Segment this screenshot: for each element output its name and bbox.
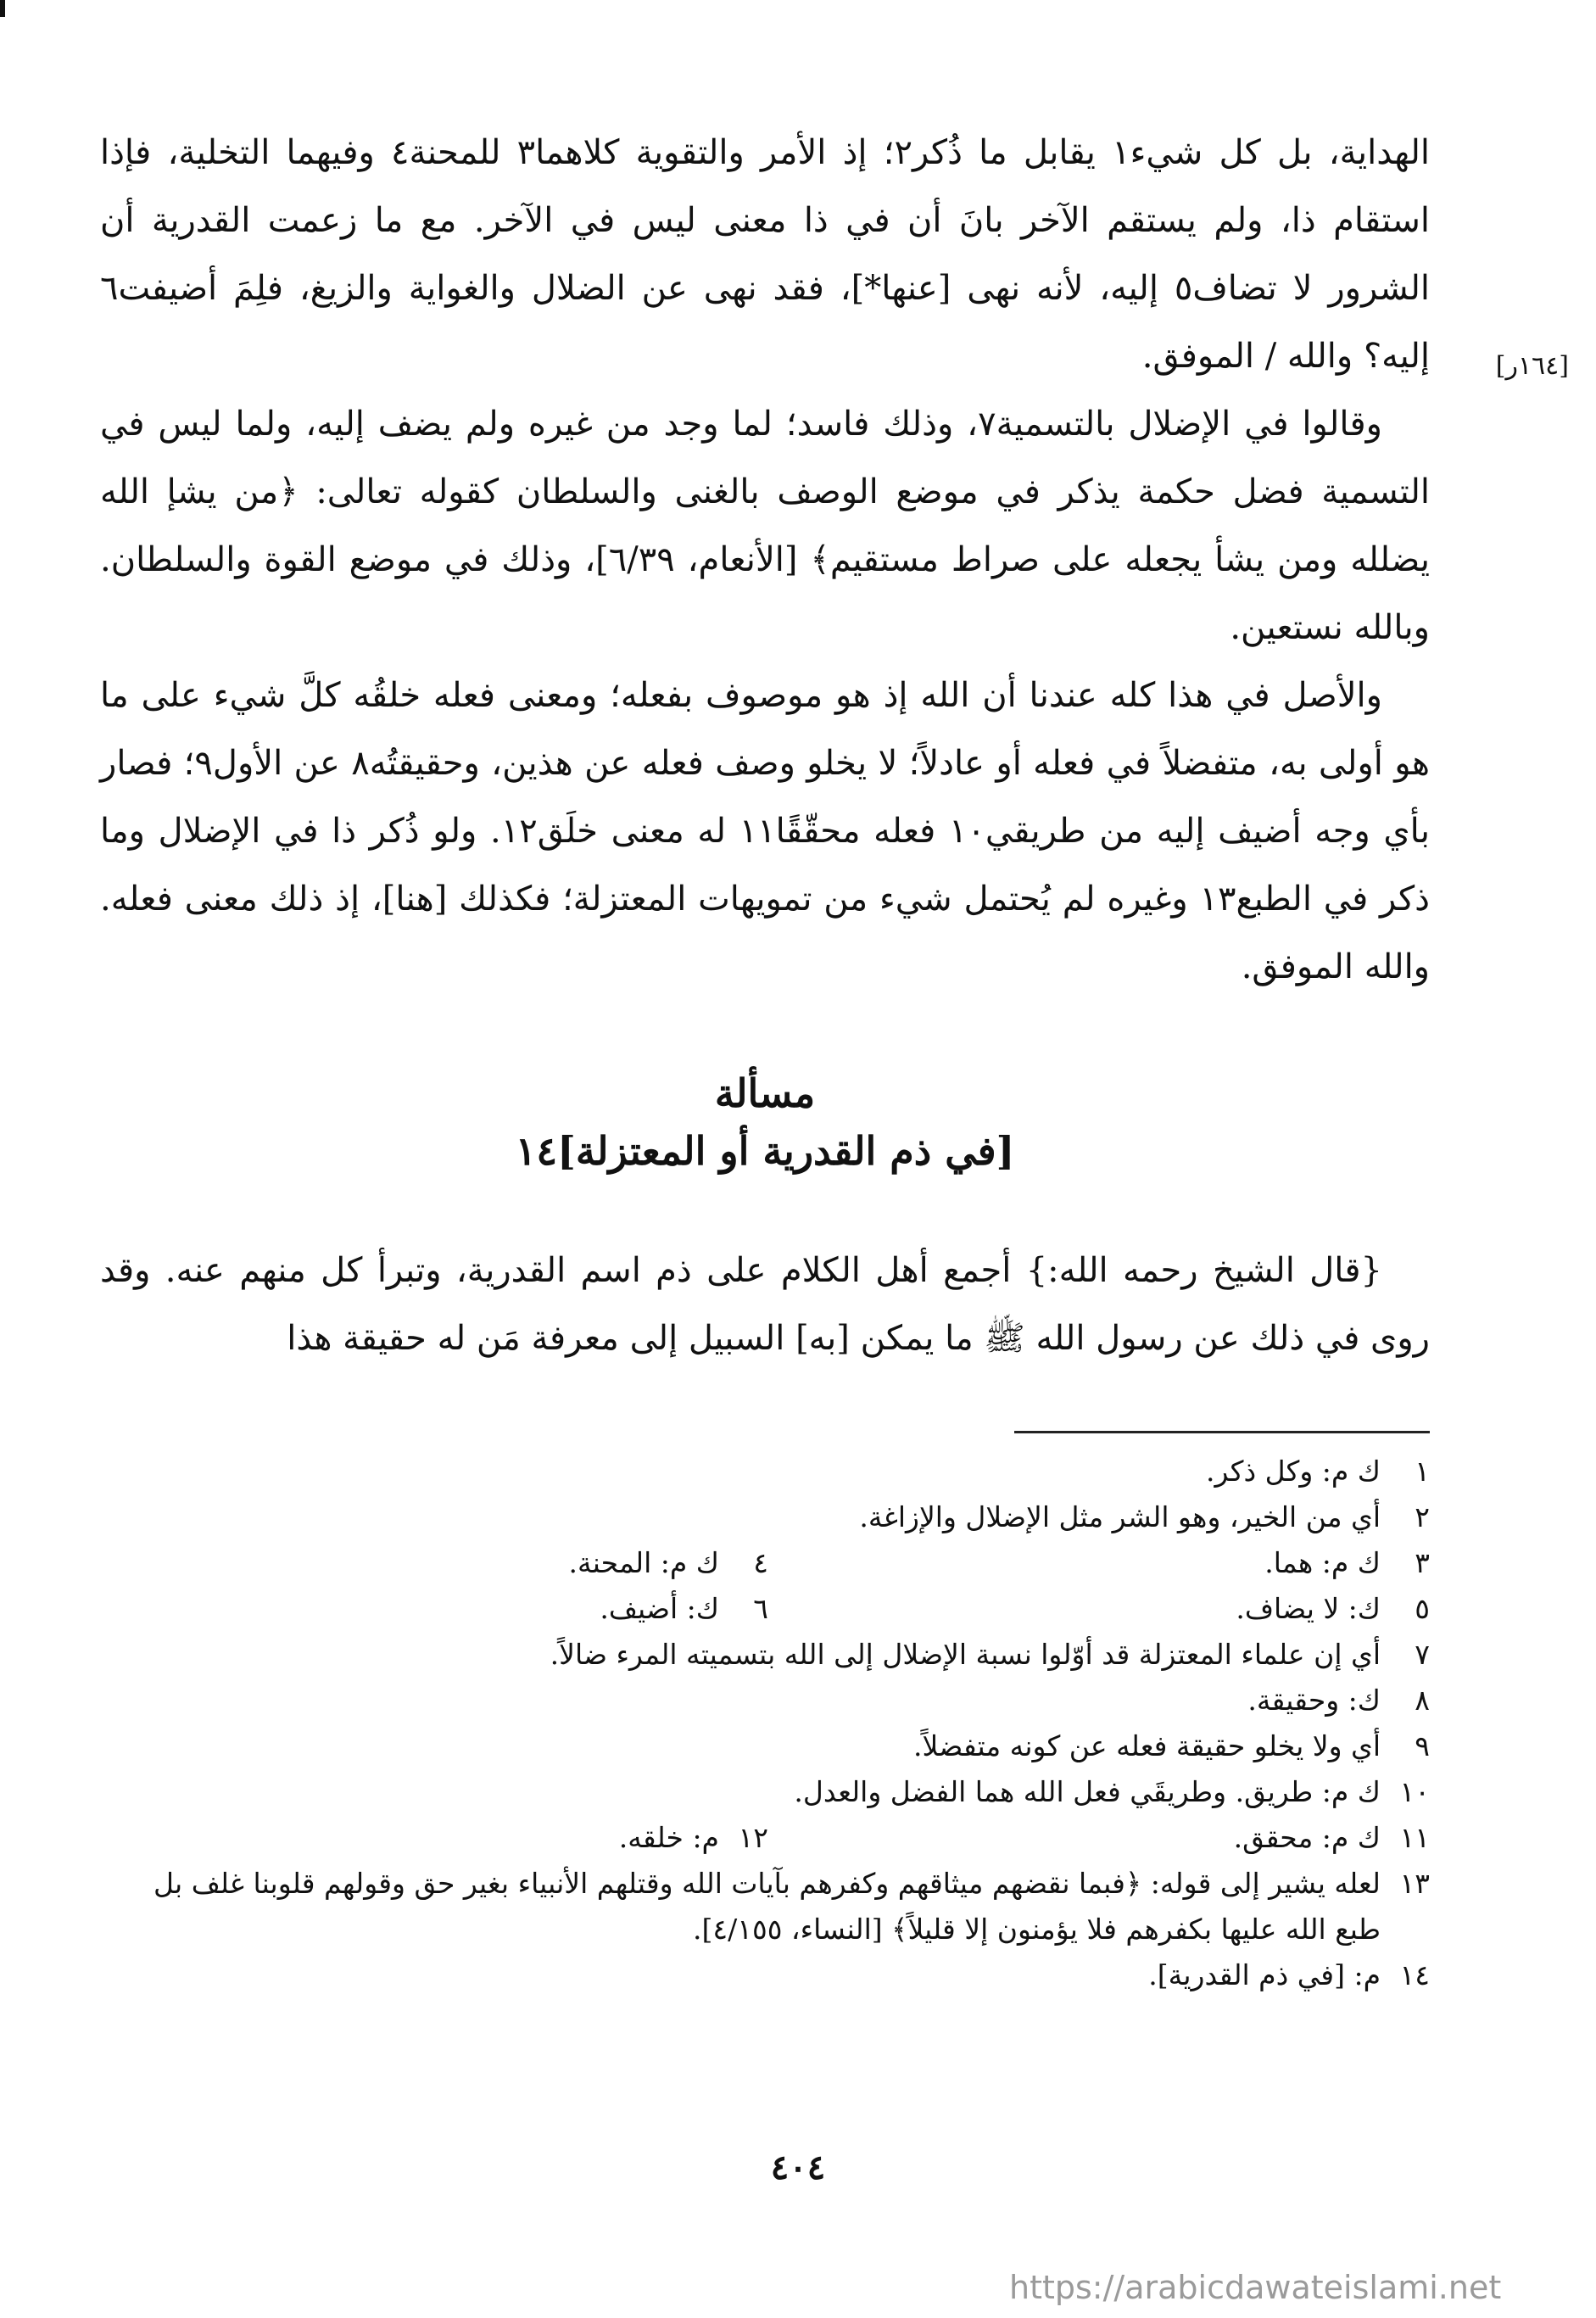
footnote-text: ك م: طريق. وطريقَي فعل الله هما الفضل والعدل. (794, 1775, 1381, 1808)
paragraph-1: الهداية، بل كل شيء١ يقابل ما ذُكر٢؛ إذ الأمر والتقوية كلاهما٣ للمحنة٤ وفيهما التخلية، فإذا استقام ذا، ولم يستقم الآخر بانَ أن في ذا معنى ليس في الآخر. مع ما زعمت القدرية أن الشرور لا تضاف٥ إليه، لأنه نهى [عنها*]، فقد نهى عن الضلال والغواية والزيغ، فلِمَ أضيفت٦ إليه؟ والله / الموفق. (100, 133, 1431, 376)
footnote-number: ١٢ (738, 1821, 768, 1854)
footnote-row-3-4 (100, 1540, 1430, 1586)
footnote-number: ١٠ (1399, 1775, 1430, 1808)
footnote-text: ك: أضيف. (600, 1592, 719, 1625)
footnote-9 (100, 1723, 1430, 1769)
footnote-14 (100, 1952, 1430, 1998)
footnote-text: ك م: محقق. (1233, 1821, 1381, 1854)
footnote-text: ك م: هما. (1264, 1546, 1381, 1579)
section-heading: مسألة (714, 1070, 816, 1116)
main-text-block (100, 119, 1430, 1001)
footnote-8 (100, 1678, 1430, 1723)
manuscript-folio-marker: [١٦٤ر] (1495, 351, 1569, 381)
footnote-12 (107, 1815, 768, 1861)
footnote-text: أي ولا يخلو حقيقة فعله عن كونه متفضلاً. (913, 1729, 1381, 1762)
footnote-5 (768, 1586, 1430, 1632)
paragraph-3: والأصل في هذا كله عندنا أن الله إذ هو موصوف بفعله؛ ومعنى فعله خلقُه كلَّ شيء على ما هو أولى به، متفضلاً في فعله أو عادلاً؛ لا يخلو وصف فعله عن هذين، وحقيقتُه٨ عن الأول٩؛ فصار بأي وجه أضيف إليه من طريقي١٠ فعله محقّقًا١١ له معنى خلَق١٢. ولو ذُكر ذا في الإضلال وما ذكر في الطبع١٣ وغيره لم يُحتمل شيء من تمويهات المعتزلة؛ فكذلك [هنا]، إذ ذلك معنى فعله. والله الموفق. (100, 676, 1430, 986)
paragraph-2: وقالوا في الإضلال بالتسمية٧، وذلك فاسد؛ لما وجد من غيره ولم يضف إليه، ولما ليس في التسمية فضل حكمة يذكر في موضع الوصف بالغنى والسلطان كقوله تعالى: ﴿من يشإ الله يضلله ومن يشأ يجعله على صراط مستقيم﴾ [الأنعام، ٦/٣٩]، وذلك في موضع القوة والسلطان. وبالله نستعين. (100, 405, 1430, 647)
scan-edge-mark (0, 0, 5, 17)
footnote-7 (100, 1632, 1430, 1678)
footnote-number: ١ (1415, 1455, 1430, 1488)
footnote-text: ك م: المحنة. (568, 1546, 719, 1579)
section-subheading: [في ذم القدرية أو المعتزلة]١٤ (515, 1128, 1015, 1174)
footnote-2 (100, 1494, 1430, 1540)
footnote-number: ٥ (1415, 1592, 1430, 1625)
footnote-text: م: [في ذم القدرية]. (1148, 1958, 1381, 1991)
footnote-number: ٨ (1415, 1684, 1430, 1717)
footnotes (100, 1449, 1430, 1998)
section-text-block (100, 1237, 1430, 1372)
watermark-url: https://arabicdawateislami.net (1009, 2269, 1502, 2306)
footnote-text: ك م: وكل ذكر. (1206, 1455, 1381, 1488)
footnote-11 (768, 1815, 1430, 1861)
footnote-row-11-12 (100, 1815, 1430, 1861)
footnote-number: ٦ (753, 1592, 768, 1625)
footnote-10 (100, 1769, 1430, 1815)
footnote-1 (100, 1449, 1430, 1494)
footnote-number: ١٤ (1399, 1958, 1430, 1991)
footnote-number: ٤ (753, 1546, 768, 1579)
footnote-text: أي من الخير، وهو الشر مثل الإضلال والإزاغة. (859, 1500, 1381, 1533)
footnote-4 (107, 1540, 768, 1586)
footnote-number: ١٣ (1399, 1867, 1430, 1900)
footnote-row-5-6 (100, 1586, 1430, 1632)
footnote-text: ك: وحقيقة. (1247, 1684, 1381, 1717)
footnote-13 (100, 1861, 1430, 1952)
footnote-text: أي إن علماء المعتزلة قد أوّلوا نسبة الإضلال إلى الله بتسميته المرء ضالاً. (550, 1638, 1381, 1671)
footnote-number: ٩ (1415, 1729, 1430, 1762)
footnote-3 (768, 1540, 1430, 1586)
footnote-divider (1014, 1431, 1430, 1433)
footnote-number: ١١ (1399, 1821, 1430, 1854)
footnote-text: لعله يشير إلى قوله: ﴿فبما نقضهم ميثاقهم وكفرهم بآيات الله وقتلهم الأنبياء بغير حق وقولهم قلوبنا غلف بل طبع الله عليها بكفرهم فلا يؤمنون إلا قليلاً﴾ [النساء، ٤/١٥٥]. (153, 1867, 1381, 1946)
page-number: ٤٠٤ (770, 2148, 826, 2187)
footnote-number: ٢ (1415, 1500, 1430, 1533)
footnote-number: ٣ (1415, 1546, 1430, 1579)
footnote-6 (107, 1586, 768, 1632)
footnote-text: م: خلقه. (618, 1821, 719, 1854)
footnote-number: ٧ (1415, 1638, 1430, 1671)
paragraph-4: {قال الشيخ رحمه الله:} أجمع أهل الكلام على ذم اسم القدرية، وتبرأ كل منهم عنه. وقد روى في ذلك عن رسول الله ﷺ ما يمكن [به] السبيل إلى معرفة مَن له حقيقة هذا (100, 1251, 1430, 1358)
footnote-text: ك: لا يضاف. (1236, 1592, 1381, 1625)
